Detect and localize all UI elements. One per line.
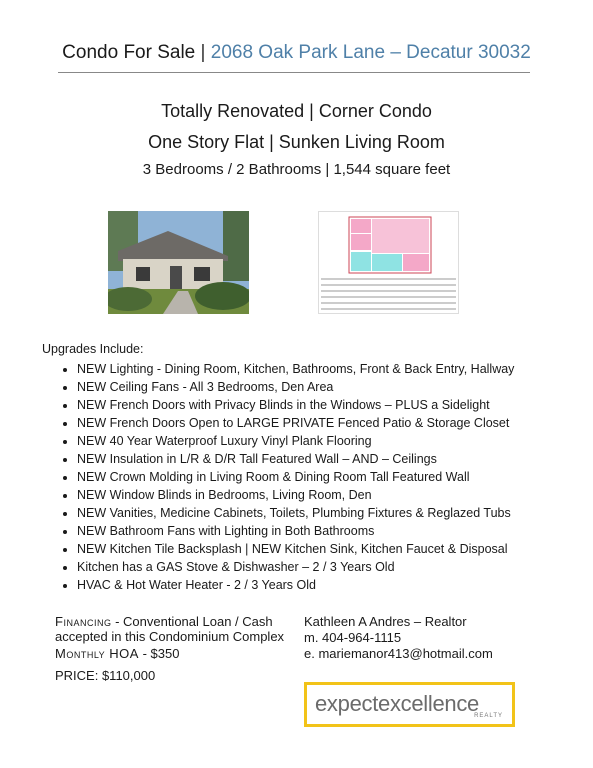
- logo-subtext: REALTY: [474, 713, 503, 719]
- financing-text: - Conventional Loan / Cash accepted in this Condominium Complex: [55, 614, 285, 644]
- realty-logo: [304, 682, 515, 727]
- page-header: [0, 42, 593, 64]
- upgrades-list: [42, 360, 593, 594]
- list-item: • NEW 40 Year Waterproof Luxury Vinyl Plank Flooring: [77, 432, 593, 450]
- financing-label: Financing: [55, 614, 112, 629]
- list-item: • NEW Window Blinds in Bedrooms, Living Room, Den: [77, 486, 593, 504]
- list-item: • NEW French Doors with Privacy Blinds in the Windows – PLUS a Sidelight: [77, 396, 593, 414]
- header-title: Condo For Sale: [62, 42, 196, 63]
- list-item: • NEW Kitchen Tile Backsplash | NEW Kitchen Sink, Kitchen Faucet & Disposal: [77, 540, 593, 558]
- header-address: 2068 Oak Park Lane – Decatur 30032: [210, 42, 531, 63]
- exterior-photo: [108, 211, 249, 314]
- list-item: • NEW Crown Molding in Living Room & Dining Room Tall Featured Wall: [77, 468, 593, 486]
- list-item: • NEW Bathroom Fans with Lighting in Both Bathrooms: [77, 522, 593, 540]
- list-item: • NEW Lighting - Dining Room, Kitchen, Bathrooms, Front & Back Entry, Hallway: [77, 360, 593, 378]
- hoa-text: - $350: [138, 646, 180, 661]
- hoa-label: Monthly HOA: [55, 646, 139, 661]
- list-item: • NEW French Doors Open to LARGE PRIVATE Fenced Patio & Storage Closet: [77, 414, 593, 432]
- agent-contact: [304, 614, 493, 662]
- header-divider: [58, 72, 530, 73]
- list-item: • NEW Vanities, Medicine Cabinets, Toilets, Plumbing Fixtures & Reglazed Tubs: [77, 504, 593, 522]
- hoa-info: [55, 646, 179, 661]
- upgrades-title: Upgrades Include:: [42, 342, 144, 356]
- property-summary: 3 Bedrooms / 2 Bathrooms | 1,544 square feet: [142, 161, 451, 178]
- floorplan-image: [318, 211, 459, 314]
- agent-email: e. mariemanor413@hotmail.com: [304, 646, 493, 661]
- list-item: • NEW Ceiling Fans - All 3 Bedrooms, Den Area: [77, 378, 593, 396]
- list-item: • HVAC & Hot Water Heater - 2 / 3 Years Old: [77, 576, 593, 594]
- agent-name: Kathleen A Andres – Realtor: [304, 614, 467, 629]
- list-item: • Kitchen has a GAS Stove & Dishwasher – 2 / 3 Years Old: [77, 558, 593, 576]
- headline-2: One Story Flat | Sunken Living Room: [148, 132, 445, 152]
- header-separator: |: [200, 42, 206, 63]
- agent-phone: m. 404-964-1115: [304, 630, 402, 645]
- logo-text: expectexcellence: [315, 691, 479, 716]
- headline-1: Totally Renovated | Corner Condo: [161, 101, 432, 121]
- list-item: • NEW Insulation in L/R & D/R Tall Featured Wall – AND – Ceilings: [77, 450, 593, 468]
- financing-info: [55, 614, 295, 644]
- price: PRICE: $110,000: [55, 668, 156, 683]
